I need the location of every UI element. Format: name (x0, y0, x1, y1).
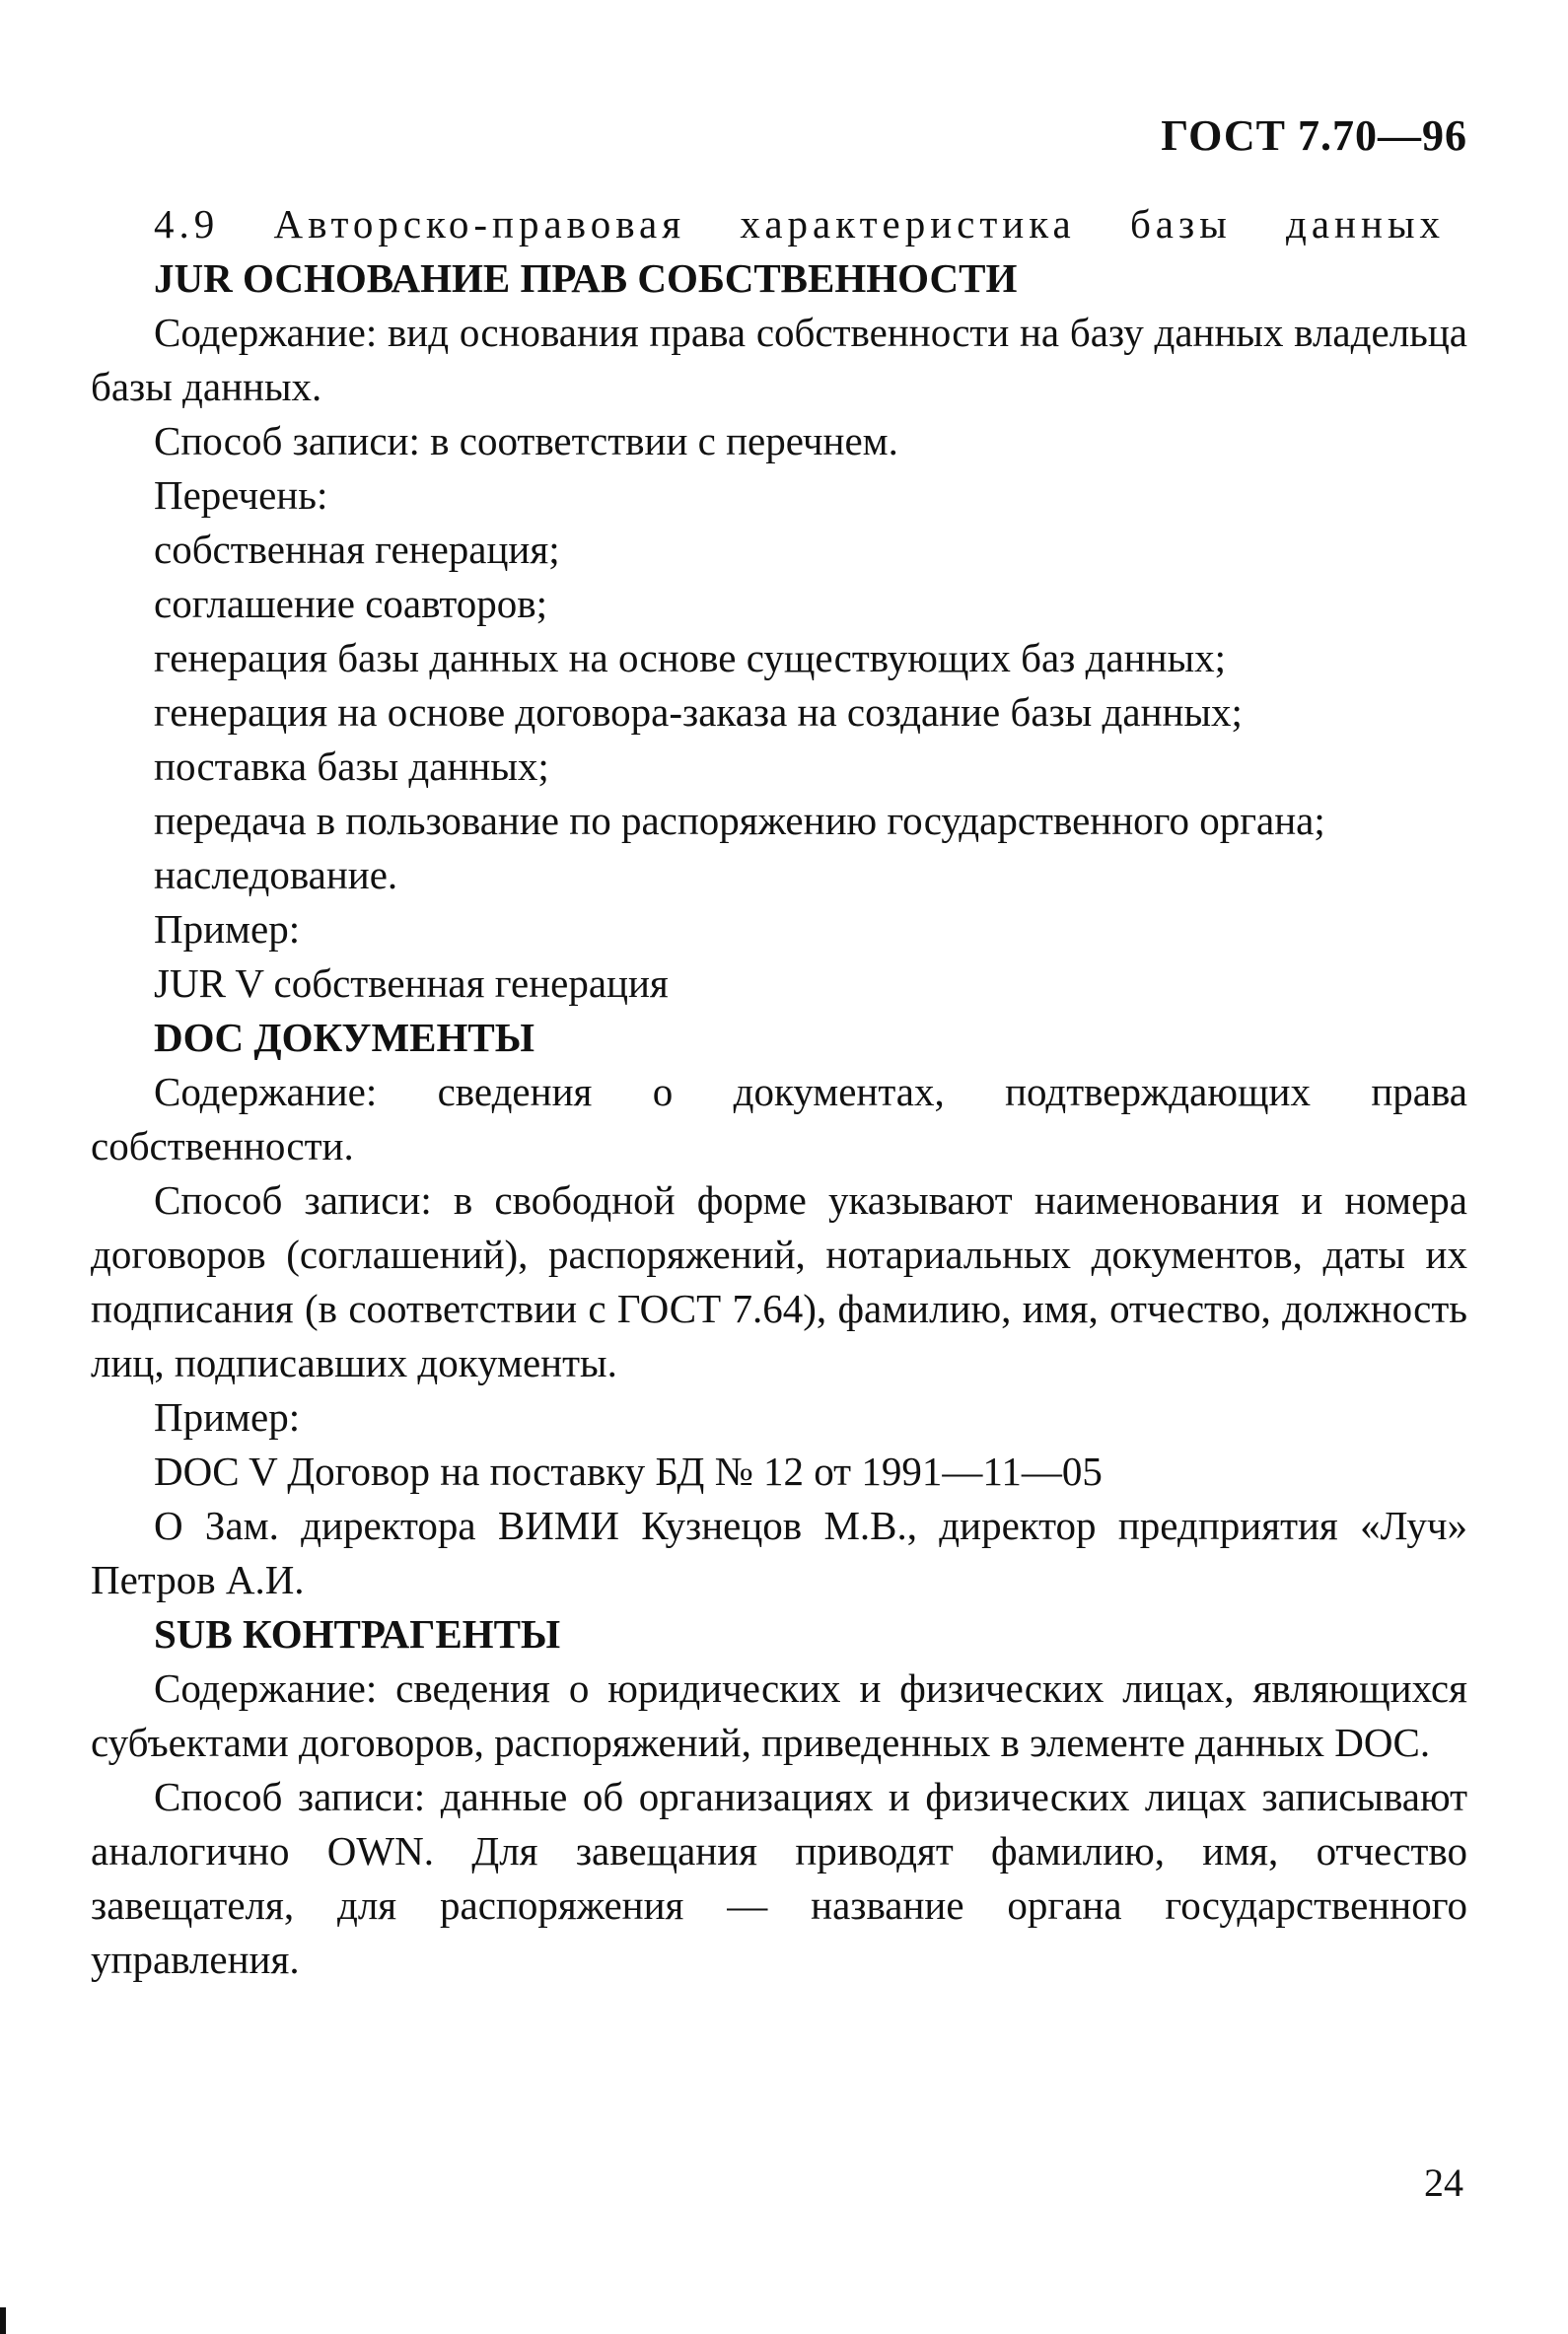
jur-list-title: Перечень: (154, 472, 328, 518)
doc-example-line2: O Зам. директора ВИМИ Кузнецов М.В., директор предприятия «Луч» Петров А.И. (91, 1503, 1467, 1602)
doc-example-label: Пример: (154, 1394, 301, 1440)
doc-heading: DOC ДОКУМЕНТЫ (154, 1015, 535, 1060)
jur-list-item: поставка базы данных; (154, 743, 549, 789)
jur-list-item: генерация базы данных на основе существующих баз данных; (154, 635, 1227, 680)
jur-list-item: собственная генерация; (154, 527, 560, 572)
page-header: ГОСТ 7.70—96 (1161, 111, 1467, 160)
sub-heading: SUB КОНТРАГЕНТЫ (154, 1611, 561, 1657)
document-page (91, 0, 1467, 2334)
jur-list-item: соглашение соавторов; (154, 581, 548, 626)
jur-list-item: передача в пользование по распоряжению государственного органа; (154, 798, 1325, 843)
jur-method: Способ записи: в соответствии с перечнем. (154, 418, 898, 463)
sub-method: Способ записи: данные об организациях и физических лицах записывают аналогично OWN. Для завещания приводят фамилию, имя, отчество завещателя, для распоряжения — название органа государственного управления. (91, 1774, 1467, 1982)
jur-content: Содержание: вид основания права собственности на базу данных владельца базы данных. (91, 310, 1467, 409)
section-title: 4.9 Авторско-правовая характеристика базы данных (154, 201, 1445, 247)
jur-example: JUR V собственная генерация (154, 960, 669, 1006)
jur-list-item: наследование. (154, 852, 398, 897)
page-content (91, 197, 1467, 1987)
doc-method: Способ записи: в свободной форме указывают наименования и номера договоров (соглашений), распоряжений, нотариальных документов, даты их подписания (в соответствии с ГОСТ 7.64), фамилию, имя, отчество, должность лиц, подписавших документы. (91, 1177, 1467, 1385)
jur-example-label: Пример: (154, 906, 301, 952)
scan-edge-mark (0, 2307, 6, 2334)
doc-example-line1: DOC V Договор на поставку БД № 12 от 1991—11—05 (154, 1449, 1103, 1494)
doc-content: Содержание: сведения о документах, подтверждающих права собственности. (91, 1069, 1467, 1168)
jur-heading: JUR ОСНОВАНИЕ ПРАВ СОБСТВЕННОСТИ (154, 255, 1018, 301)
sub-content: Содержание: сведения о юридических и физических лицах, являющихся субъектами договоров, распоряжений, приведенных в элементе данных DOC. (91, 1665, 1467, 1765)
page-number: 24 (1424, 2160, 1463, 2205)
jur-list-item: генерация на основе договора-заказа на создание базы данных; (154, 689, 1243, 735)
